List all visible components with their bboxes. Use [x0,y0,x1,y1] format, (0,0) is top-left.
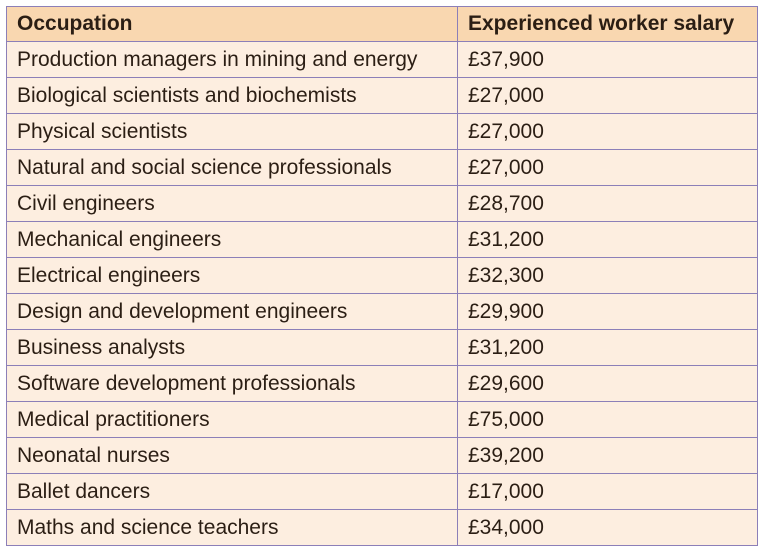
salary-cell: £27,000 [458,78,758,114]
table-row [7,114,758,150]
salary-cell: £31,200 [458,222,758,258]
table-row [7,474,758,510]
salary-cell: £28,700 [458,186,758,222]
occupation-cell: Mechanical engineers [7,222,458,258]
occupation-cell: Design and development engineers [7,294,458,330]
table-row [7,510,758,546]
header-row [7,7,758,42]
table-body [7,42,758,546]
table-row [7,150,758,186]
column-header-salary: Experienced worker salary [458,7,758,42]
occupation-cell: Civil engineers [7,186,458,222]
occupation-cell: Business analysts [7,330,458,366]
table-row [7,402,758,438]
salary-cell: £34,000 [458,510,758,546]
occupation-cell: Ballet dancers [7,474,458,510]
table-row [7,222,758,258]
occupation-cell: Neonatal nurses [7,438,458,474]
table-row [7,330,758,366]
salary-cell: £75,000 [458,402,758,438]
salary-cell: £27,000 [458,114,758,150]
salary-cell: £37,900 [458,42,758,78]
salary-cell: £27,000 [458,150,758,186]
occupation-cell: Physical scientists [7,114,458,150]
salary-cell: £32,300 [458,258,758,294]
salary-cell: £29,900 [458,294,758,330]
salary-cell: £39,200 [458,438,758,474]
occupation-cell: Electrical engineers [7,258,458,294]
table-row [7,438,758,474]
salary-cell: £17,000 [458,474,758,510]
table-row [7,78,758,114]
table-row [7,186,758,222]
table-row [7,294,758,330]
salary-cell: £29,600 [458,366,758,402]
occupation-cell: Production managers in mining and energy [7,42,458,78]
table-row [7,42,758,78]
column-header-occupation: Occupation [7,7,458,42]
salary-cell: £31,200 [458,330,758,366]
salary-table [6,6,758,546]
occupation-cell: Biological scientists and biochemists [7,78,458,114]
occupation-cell: Medical practitioners [7,402,458,438]
table-row [7,366,758,402]
occupation-cell: Maths and science teachers [7,510,458,546]
occupation-cell: Natural and social science professionals [7,150,458,186]
table-header [7,7,758,42]
salary-table-container [6,6,757,546]
occupation-cell: Software development professionals [7,366,458,402]
table-row [7,258,758,294]
